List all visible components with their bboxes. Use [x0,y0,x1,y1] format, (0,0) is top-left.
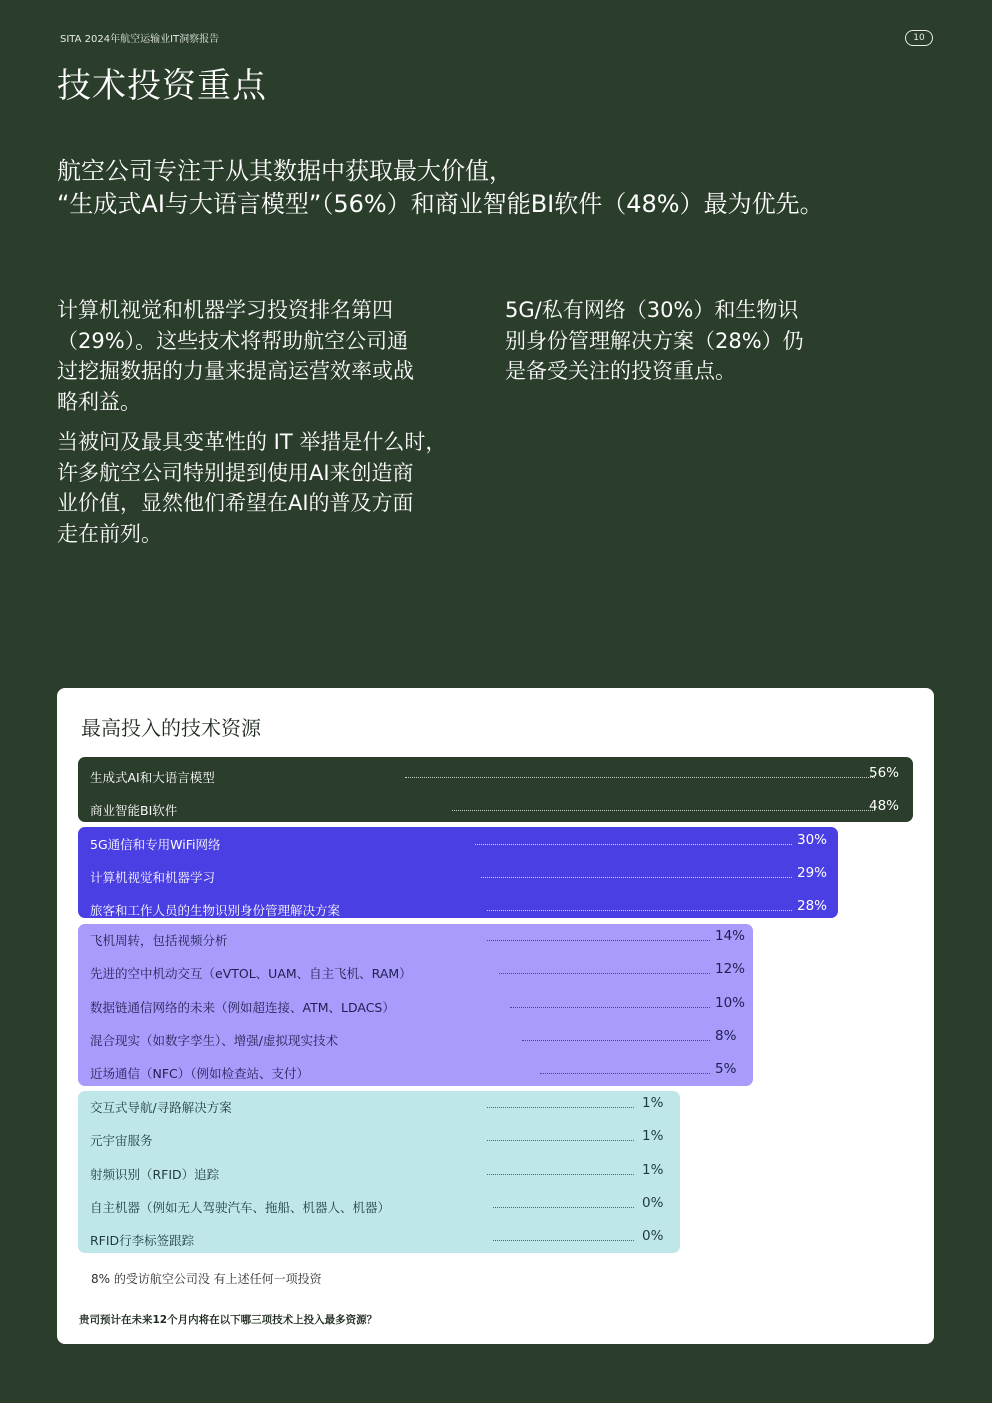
dotted-leader [487,1095,634,1108]
dotted-leader [510,995,710,1008]
dotted-leader [493,1228,634,1241]
dotted-leader [475,832,792,845]
chart-row-value: 8% [715,1027,737,1044]
text-line: 走在前列。 [57,521,162,546]
chart-row-label: 旅客和工作人员的生物识别身份管理解决方案 [90,903,341,918]
chart-panel [57,688,934,1344]
chart-row-value: 29% [797,865,828,881]
chart-row-value: 1% [642,1095,664,1111]
chart-row-label: 自主机器（例如无人驾驶汽车、拖船、机器人、机器） [90,1199,391,1215]
dotted-leader [487,898,793,911]
chart-row [90,1228,682,1248]
dotted-leader [481,865,792,878]
lead-line-2: “生成式AI与大语言模型”（56%）和商业智能BI软件（48%）最为优先。 [57,190,824,218]
chart-row-label: 混合现实（如数字孪生）、增强/虚拟现实技术 [90,1032,338,1048]
dotted-leader [493,1195,634,1208]
chart-row-label: 射频识别（RFID）追踪 [90,1166,220,1182]
chart-row-label: 近场通信（NFC）（例如检查站、支付） [90,1066,310,1082]
chart-row [90,928,755,948]
dotted-leader [452,798,875,811]
chart-row-value: 5% [715,1061,737,1078]
text-line: 略利益。 [57,389,141,414]
chart-row-value: 0% [642,1194,664,1211]
chart-row [90,798,909,818]
dotted-leader [499,961,711,974]
dotted-leader [487,1162,634,1175]
chart-row-label: RFID行李标签跟踪 [90,1233,195,1249]
text-line: 计算机视觉和机器学习投资排名第四 [57,298,393,322]
chart-row [90,832,837,852]
chart-row-value: 48% [869,798,900,814]
chart-tier-4 [78,1091,680,1253]
text-line: 许多航空公司特别提到使用AI来创造商 [57,460,414,485]
chart-row-value: 30% [797,832,828,848]
chart-row-label: 计算机视觉和机器学习 [90,870,216,885]
chart-tier-1 [78,757,913,822]
chart-row-value: 0% [642,1228,664,1245]
dotted-leader [522,1028,710,1041]
chart-footnote: 8% 的受访航空公司没 有上述任何一项投资 [91,1272,322,1286]
chart-row-value: 1% [642,1128,664,1145]
chart-tier-2 [78,827,838,918]
text-line: 5G/私有网络（30%）和生物识 [505,298,799,322]
chart-tier-3 [78,924,753,1086]
chart-row-label: 商业智能BI软件 [90,803,178,818]
chart-row-label: 数据链通信网络的未来（例如超连接、ATM、LDACS） [90,999,395,1015]
left-text-column [57,295,487,559]
chart-row-value: 56% [869,765,900,781]
right-paragraph-1 [505,295,835,387]
lead-statement [57,155,824,221]
text-line: 别身份管理解决方案（28%）仍 [505,328,804,353]
chart-row-value: 28% [797,898,828,914]
dotted-leader [540,1061,710,1074]
text-line: 是备受关注的投资重点。 [505,359,736,383]
chart-row-label: 交互式导航/寻路解决方案 [90,1100,232,1115]
page-title: 技术投资重点 [57,66,267,106]
chart-row [90,1061,755,1081]
chart-title: 最高投入的技术资源 [81,716,261,740]
chart-row-label: 先进的空中机动交互（eVTOL、UAM、自主飞机、RAM） [90,966,412,982]
chart-row-label: 生成式AI和大语言模型 [90,770,215,785]
chart-row [90,1095,682,1115]
chart-row-value: 1% [642,1161,664,1178]
dotted-leader [487,1128,634,1141]
text-line: 业价值，显然他们希望在AI的普及方面 [57,491,414,515]
chart-row [90,961,755,981]
chart-row-label: 飞机周转，包括视频分析 [90,933,228,948]
chart-row [90,898,837,918]
chart-row [90,1195,682,1215]
lead-line-1: 航空公司专注于从其数据中获取最大价值， [57,157,513,185]
chart-row [90,765,909,785]
survey-question: 贵司预计在未来12个月内将在以下哪三项技术上投入最多资源？ [79,1314,378,1326]
text-line: 当被问及最具变革性的 IT 举措是什么时， [57,430,447,454]
chart-row-label: 元宇宙服务 [90,1133,153,1149]
left-paragraph-2 [57,427,487,549]
dotted-leader [405,765,875,778]
text-line: 过挖掘数据的力量来提高运营效率或战 [57,359,414,383]
right-text-column [505,295,835,397]
dotted-leader [487,928,710,941]
chart-row [90,995,755,1015]
chart-row-value: 14% [715,928,746,944]
chart-row-value: 12% [715,961,746,978]
chart-row [90,1128,682,1148]
chart-row [90,865,837,885]
chart-row-label: 5G通信和专用WiFi网络 [90,837,221,852]
text-line: （29%）。这些技术将帮助航空公司通 [57,328,409,353]
chart-row [90,1162,682,1182]
page-number-badge: 10 [905,30,933,46]
chart-row-value: 10% [715,994,746,1011]
left-paragraph-1 [57,295,487,417]
chart-row [90,1028,755,1048]
report-header-title: SITA 2024年航空运输业IT洞察报告 [60,34,220,45]
